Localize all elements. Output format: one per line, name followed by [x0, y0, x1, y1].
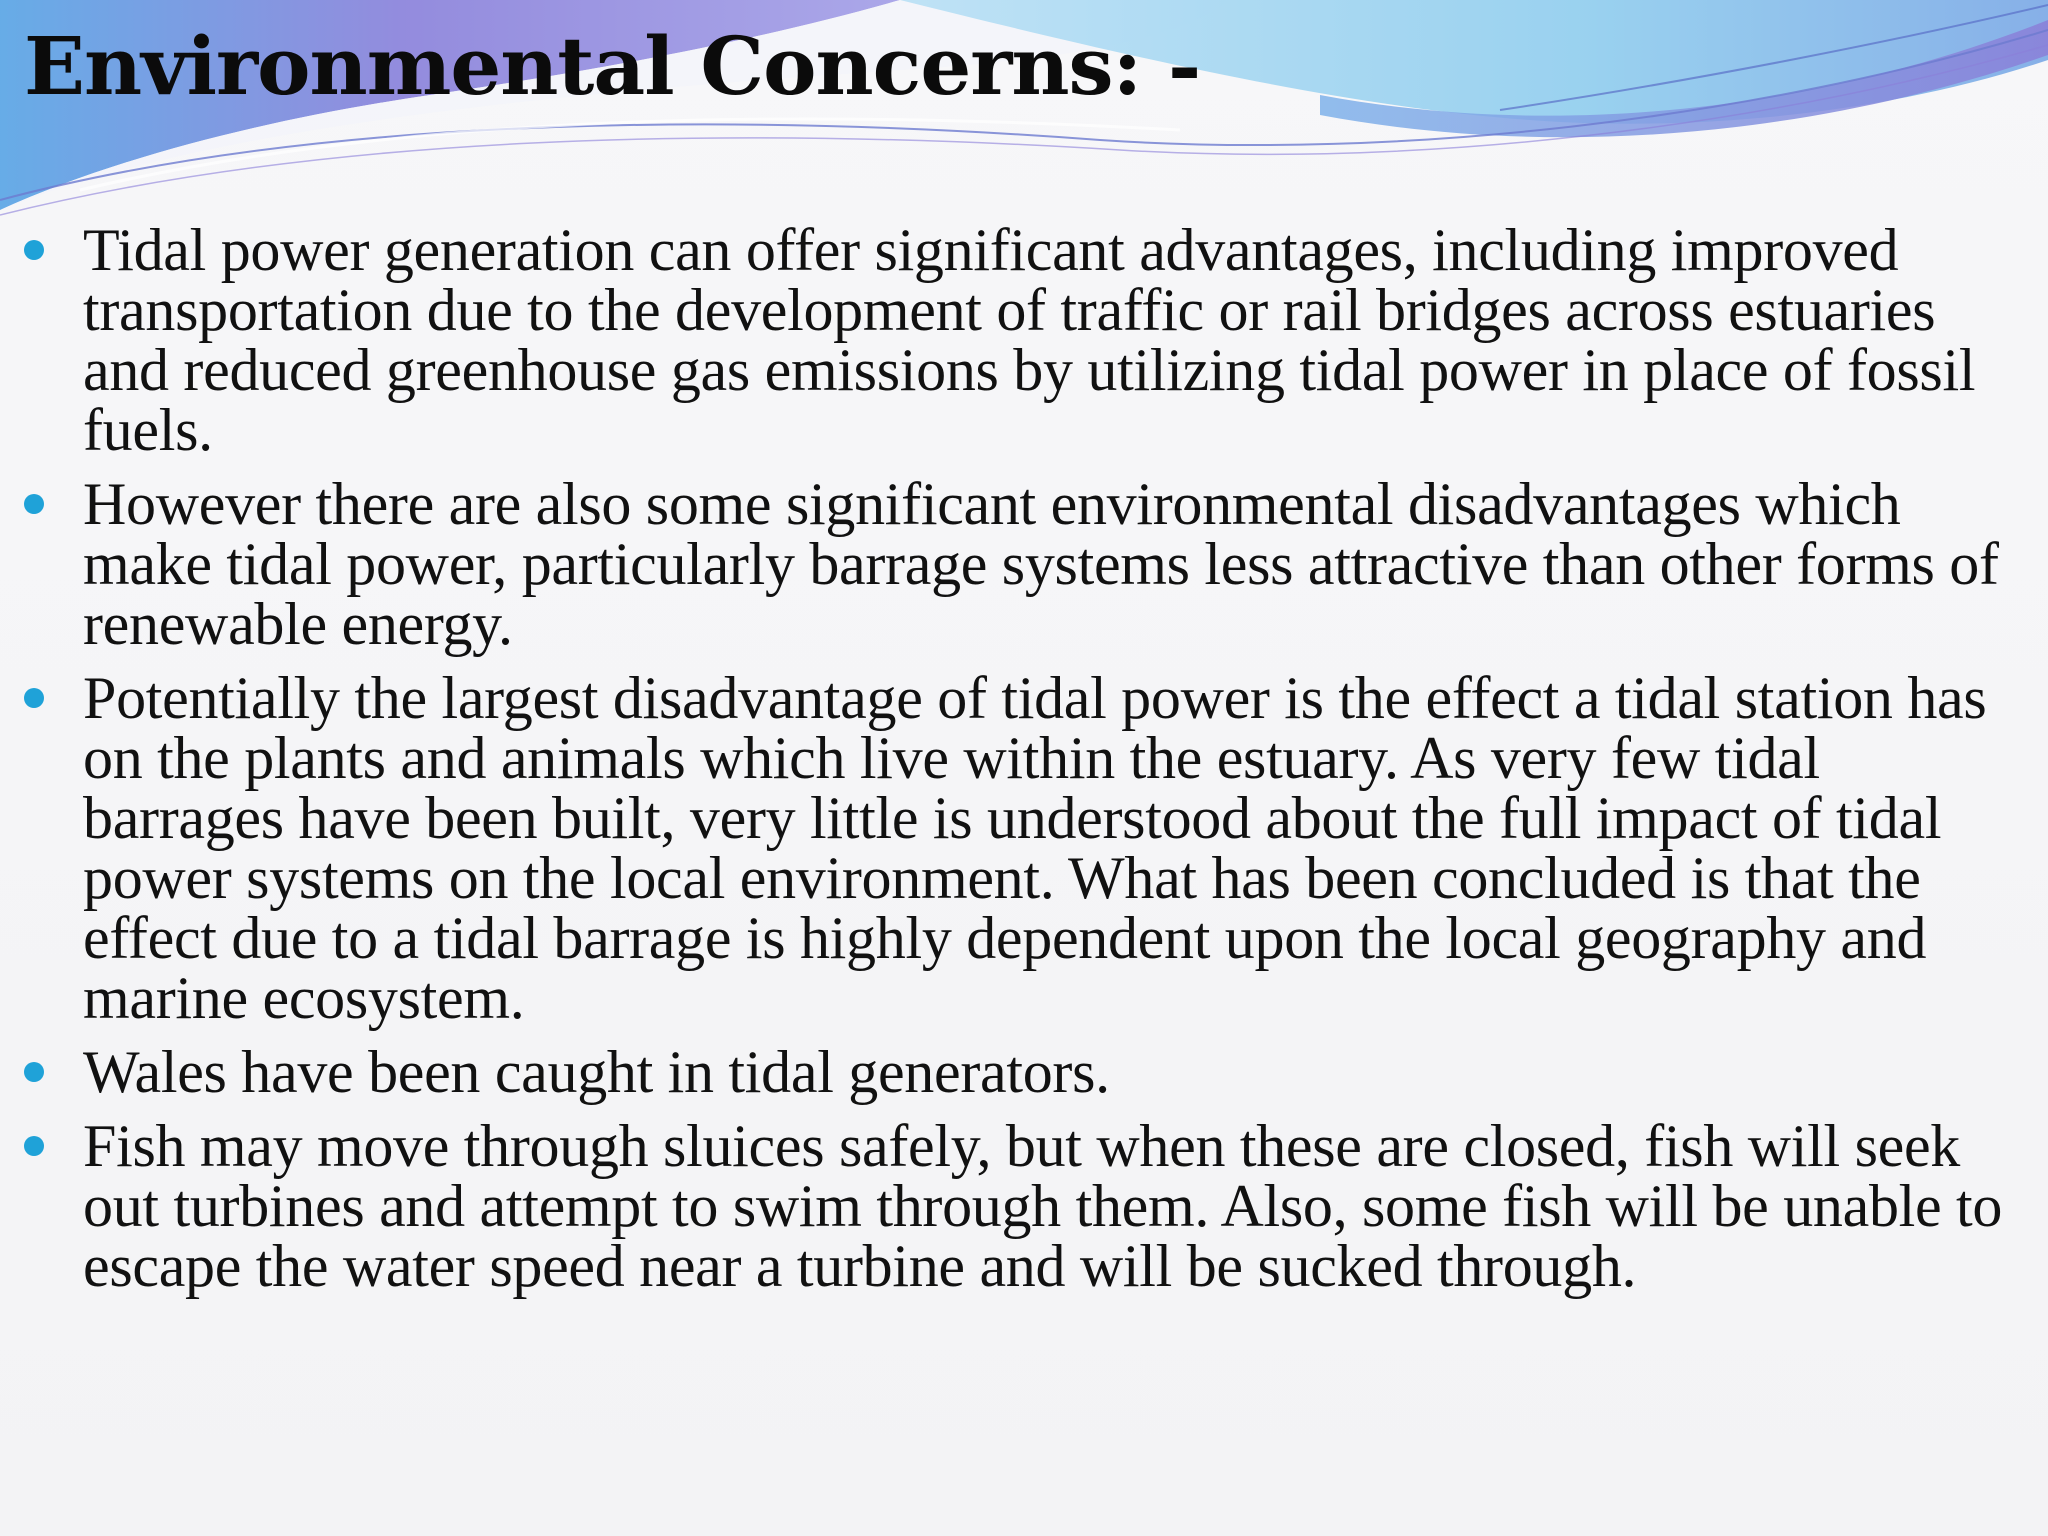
bullet-text: Wales have been caught in tidal generators.	[83, 1039, 1110, 1105]
bullet-icon	[24, 1136, 44, 1156]
slide-title: Environmental Concerns: -	[24, 19, 1201, 113]
bullet-icon	[24, 494, 44, 514]
bullet-item	[24, 471, 2024, 657]
bullet-text: Fish may move through sluices safely, but when these are closed, fish will seek out turbines and attempt to swim through them. Also, some fish will be unable to escape the water speed near a turbine and will be sucked through.	[83, 1113, 2003, 1299]
bullet-text: However there are also some significant environmental disadvantages which make tidal power, particularly barrage systems less attractive than other forms of renewable energy.	[83, 471, 1999, 657]
bullet-icon	[24, 688, 44, 708]
bullet-item	[24, 217, 2024, 463]
bullet-item	[24, 1113, 2024, 1299]
bullet-text: Potentially the largest disadvantage of tidal power is the effect a tidal station has on the plants and animals which live within the estuary. As very few tidal barrages have been built, very little is understood about the full impact of tidal power systems on the local environment. What has been concluded is that the effect due to a tidal barrage is highly dependent upon the local geography and marine ecosystem.	[83, 665, 1987, 1031]
bullet-list	[24, 217, 2024, 1310]
bullet-item	[24, 1039, 2024, 1105]
bullet-icon	[24, 1062, 44, 1082]
bullet-icon	[24, 240, 44, 260]
bullet-item	[24, 665, 2024, 1031]
bullet-text: Tidal power generation can offer significant advantages, including improved transportation due to the development of traffic or rail bridges across estuaries and reduced greenhouse gas emissions by utilizing tidal power in place of fossil fuels.	[83, 217, 1976, 463]
